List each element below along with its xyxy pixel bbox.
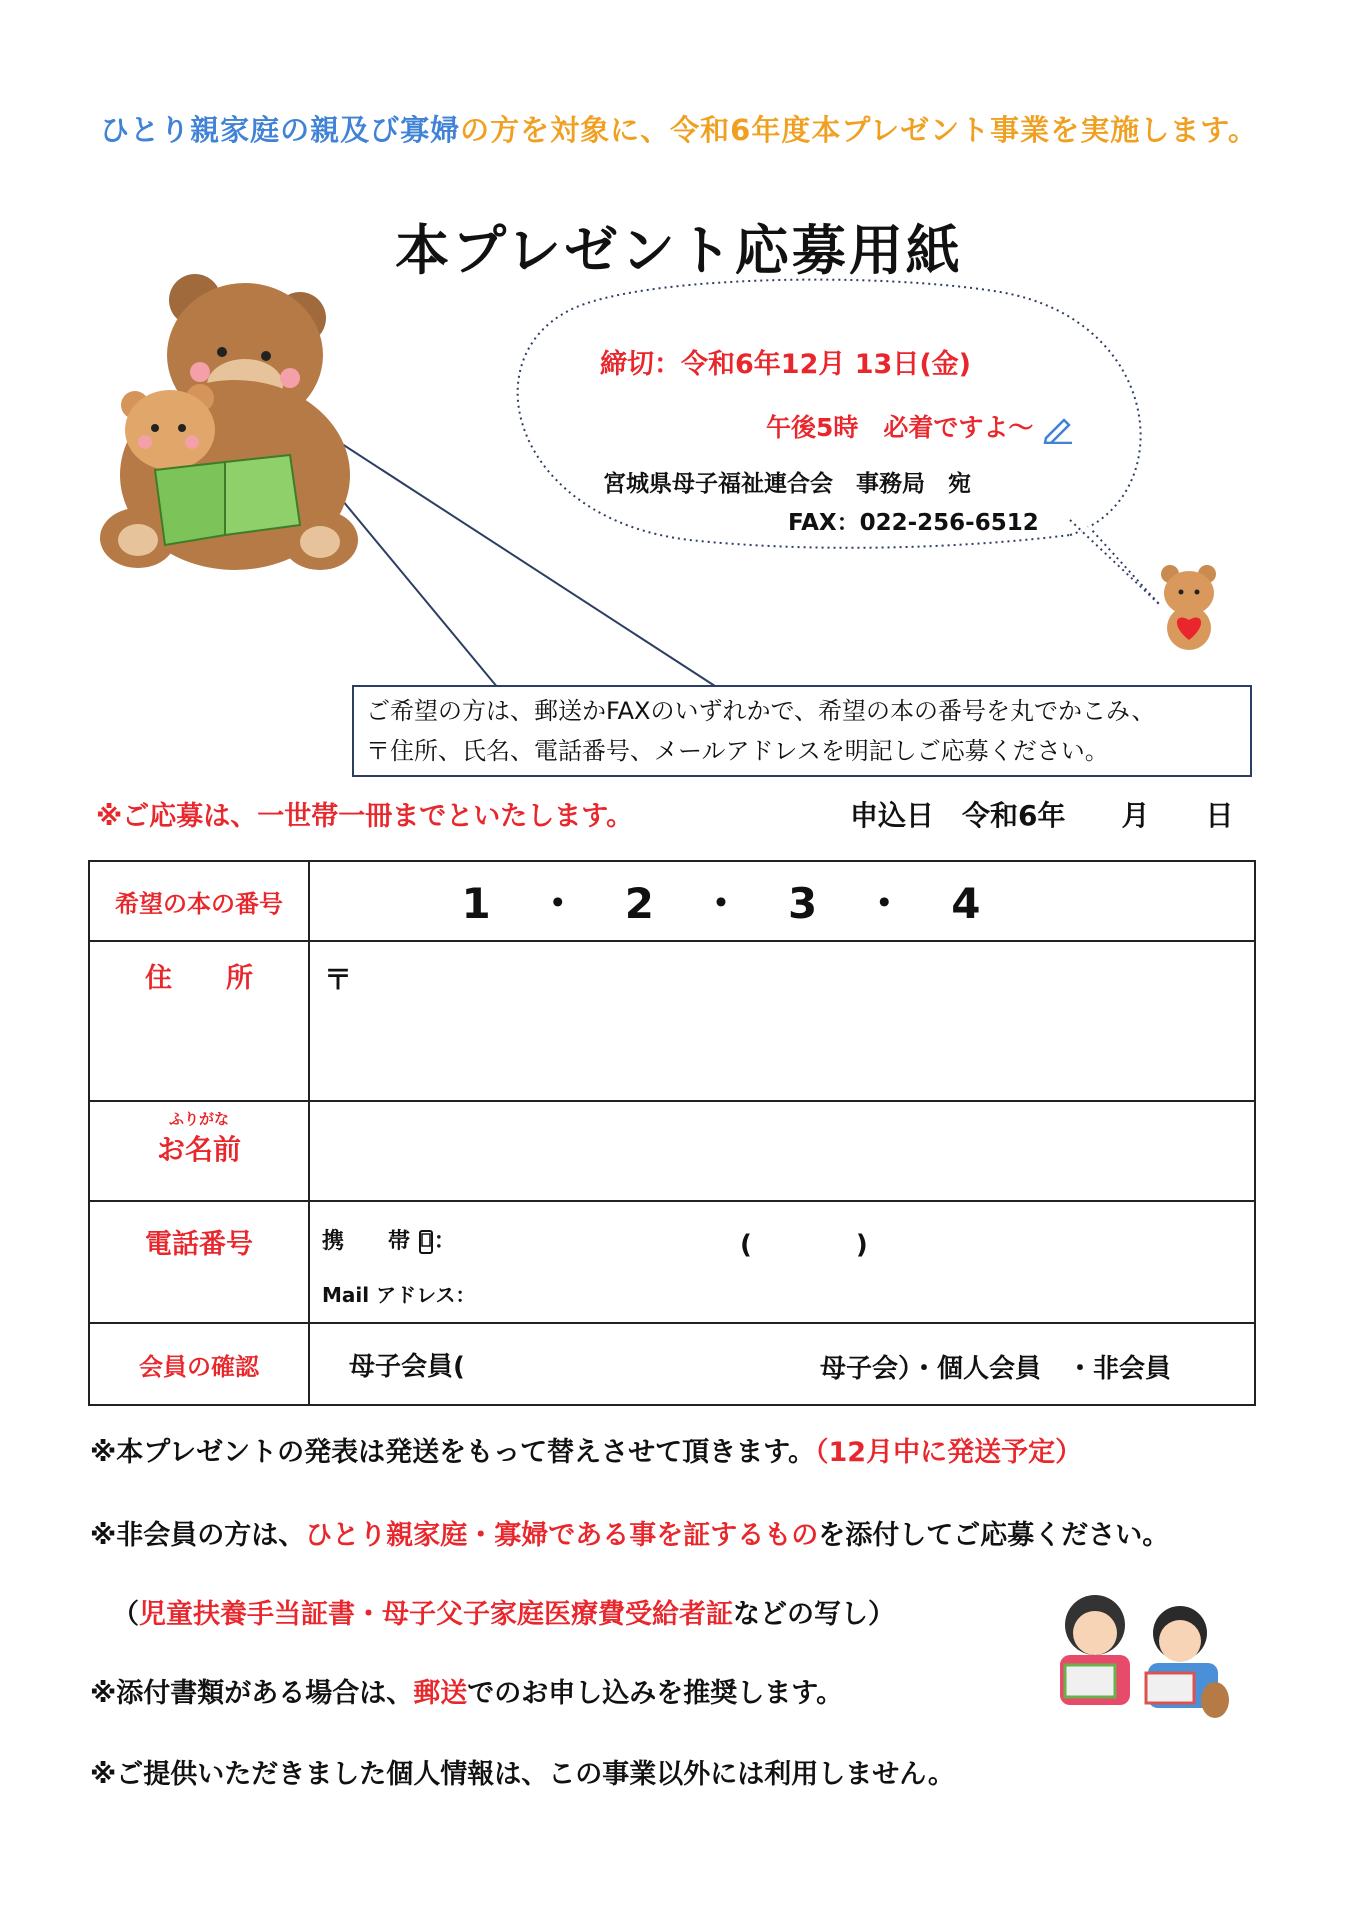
note-2-b: ひとり親家庭・寡婦である事を証するもの — [305, 1520, 819, 1551]
instructions-box — [352, 685, 1252, 777]
address-field[interactable] — [309, 941, 1255, 1101]
instructions-line-1: ご希望の方は、郵送かFAXのいずれかで、希望の本の番号を丸でかこみ、 — [366, 697, 1156, 725]
deadline-text: 締切：令和6年12月 13日(金) — [600, 349, 972, 380]
book-number-row — [89, 861, 1255, 941]
note-3 — [112, 1592, 895, 1631]
note-3-c: などの写し） — [733, 1599, 895, 1630]
speech-bubble-tail — [1070, 520, 1160, 605]
mobile-colon: ： — [433, 1229, 456, 1254]
application-date: 申込日 令和6年 月 日 — [850, 799, 1234, 832]
note-3-b: 児童扶養手当証書・母子父子家庭医療費受給者証 — [139, 1599, 733, 1630]
note-4 — [90, 1671, 843, 1710]
mobile-label: 携 帯 — [322, 1229, 411, 1254]
name-label-cell — [89, 1101, 309, 1201]
postal-mark: 〒 — [324, 963, 353, 996]
intro-part-2: の方を対象に、 — [460, 113, 671, 147]
membership-label: 会員の確認 — [89, 1323, 309, 1405]
note-4-b: 郵送 — [413, 1678, 468, 1709]
name-label: お名前 — [156, 1133, 241, 1166]
children-reading-icon — [1050, 1585, 1230, 1725]
bear-reading-icon — [100, 274, 358, 570]
mail-label: Mail アドレス： — [322, 1283, 476, 1307]
intro-part-5: を実施します。 — [1050, 113, 1258, 147]
book-number-choices[interactable] — [309, 861, 1255, 941]
intro-part-1: ひとり親家庭の親及び寡婦 — [100, 113, 461, 147]
intro-part-4: 本プレゼント事業 — [811, 113, 1051, 147]
intro-part-3: 令和6年度 — [670, 113, 812, 147]
page-title: 本プレゼント応募用紙 — [395, 219, 963, 282]
mobile-paren: ( ) — [740, 1230, 868, 1260]
pen-icon — [1042, 414, 1074, 444]
mobile-phone-icon — [418, 1230, 434, 1254]
note-1-main: ※本プレゼントの発表は発送をもって替えさせて頂きます。 — [90, 1437, 816, 1468]
membership-field[interactable] — [309, 1323, 1255, 1405]
note-4-c: でのお申し込みを推奨します。 — [467, 1678, 844, 1709]
note-4-a: ※添付書類がある場合は、 — [90, 1678, 414, 1709]
phone-row — [89, 1201, 1255, 1323]
address-label: 住 所 — [89, 941, 309, 1101]
membership-text-1: 母子会員( — [349, 1351, 465, 1382]
name-ruby: ふりがな — [168, 1110, 229, 1128]
one-per-household-notice: ※ご応募は、一世帯一冊までといたします。 — [96, 801, 634, 832]
phone-label: 電話番号 — [89, 1201, 309, 1323]
application-form-table — [88, 860, 1256, 1406]
membership-row — [89, 1323, 1255, 1405]
book-numbers-text: 1 ・ 2 ・ 3 ・ 4 — [461, 879, 983, 928]
phone-field[interactable] — [309, 1201, 1255, 1323]
note-5: ※ご提供いただきました個人情報は、この事業以外には利用しません。 — [90, 1759, 955, 1790]
recipient-text: 宮城県母子福祉連合会 事務局 宛 — [603, 471, 971, 497]
address-row — [89, 941, 1255, 1101]
note-3-a: （ — [112, 1599, 139, 1630]
book-number-label: 希望の本の番号 — [89, 861, 309, 941]
note-1-schedule: （12月中に発送予定） — [815, 1437, 1083, 1468]
small-bear-heart-icon — [1161, 565, 1216, 650]
mobile-line — [322, 1224, 1254, 1260]
instructions-line-2: 〒住所、氏名、電話番号、メールアドレスを明記しご応募ください。 — [366, 737, 1109, 765]
note-2-a: ※非会員の方は、 — [90, 1520, 306, 1551]
note-1 — [90, 1430, 1082, 1469]
name-field[interactable] — [309, 1101, 1255, 1201]
decoration-illustration — [0, 0, 1358, 800]
name-row — [89, 1101, 1255, 1201]
deadline-time-label: 午後5時 必着ですよ〜 — [766, 413, 1034, 442]
membership-text-2: 母子会）・個人会員 ・非会員 — [820, 1354, 1172, 1384]
note-2 — [90, 1513, 1169, 1552]
note-2-c: を添付してご応募ください。 — [818, 1520, 1170, 1551]
fax-number: FAX：022-256-6512 — [788, 510, 1039, 536]
deadline-time-text — [766, 408, 1074, 444]
